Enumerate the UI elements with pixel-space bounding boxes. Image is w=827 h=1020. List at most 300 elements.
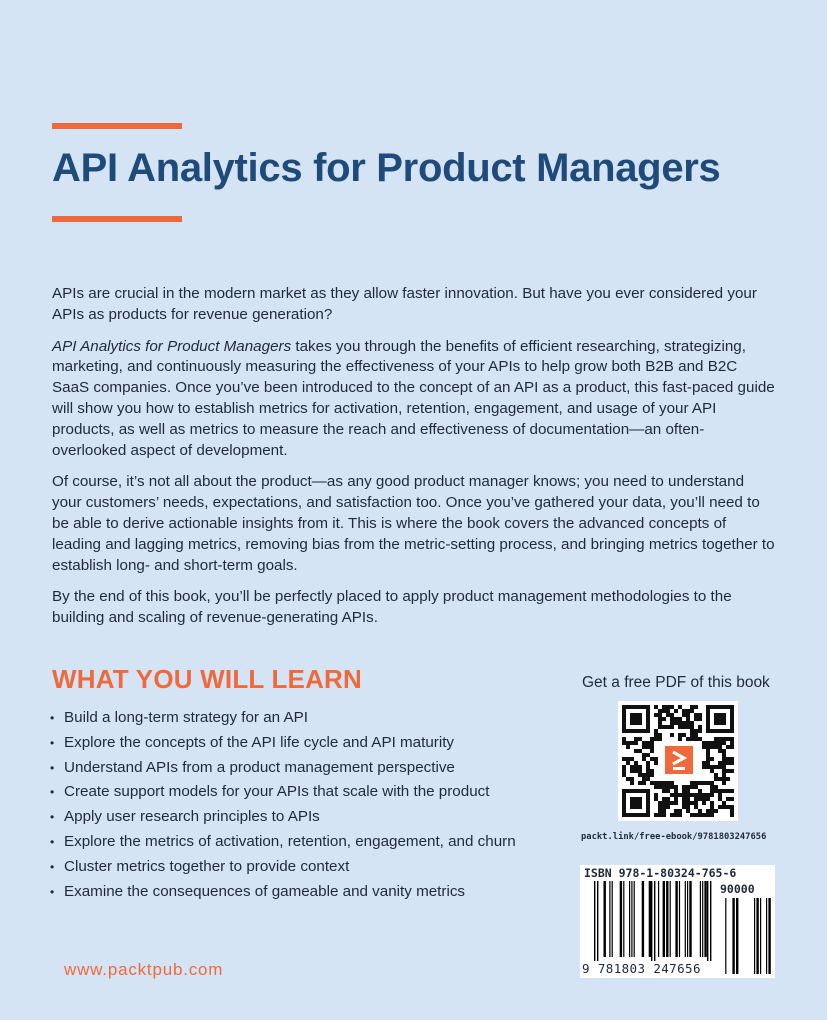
barcode-bar xyxy=(687,881,688,957)
qr-module xyxy=(654,729,658,733)
bullet-icon: • xyxy=(50,884,55,899)
qr-module xyxy=(722,777,726,781)
free-ebook-link[interactable]: packt.link/free-ebook/9781803247656 xyxy=(581,832,767,842)
qr-module xyxy=(626,745,630,749)
barcode-bar xyxy=(725,898,726,974)
qr-module xyxy=(674,809,678,813)
qr-module xyxy=(702,765,706,769)
qr-module xyxy=(634,741,638,745)
qr-module xyxy=(706,761,710,765)
bullet-icon: • xyxy=(50,735,55,750)
book-description xyxy=(52,284,776,640)
bullet-icon: • xyxy=(50,834,55,849)
qr-module xyxy=(638,773,642,777)
qr-module xyxy=(658,733,662,737)
qr-module xyxy=(662,781,666,785)
barcode-bar xyxy=(685,881,686,957)
qr-module xyxy=(698,789,702,793)
qr-module xyxy=(698,781,702,785)
qr-module xyxy=(706,741,710,745)
qr-module xyxy=(638,765,642,769)
qr-module xyxy=(642,753,646,757)
qr-module xyxy=(726,761,730,765)
qr-module xyxy=(694,717,698,721)
qr-module xyxy=(722,789,726,793)
qr-module xyxy=(706,749,710,753)
qr-module xyxy=(670,721,674,725)
qr-module xyxy=(690,729,694,733)
list-item xyxy=(50,855,570,880)
qr-module xyxy=(722,773,726,777)
qr-module xyxy=(718,737,722,741)
qr-module xyxy=(670,781,674,785)
qr-module xyxy=(626,777,630,781)
qr-module xyxy=(722,761,726,765)
qr-module xyxy=(670,713,674,717)
qr-module xyxy=(726,769,730,773)
qr-module xyxy=(638,769,642,773)
qr-module xyxy=(666,797,670,801)
qr-module xyxy=(686,809,690,813)
barcode-bar xyxy=(609,881,610,957)
barcode-bar xyxy=(658,881,659,957)
qr-module xyxy=(646,753,650,757)
qr-module xyxy=(678,725,682,729)
qr-module xyxy=(706,765,710,769)
qr-module xyxy=(718,749,722,753)
qr-module xyxy=(718,793,722,797)
qr-module xyxy=(642,777,646,781)
qr-module xyxy=(698,797,702,801)
qr-module xyxy=(682,789,686,793)
barcode-bar xyxy=(768,898,770,974)
barcode-bar xyxy=(710,881,711,961)
qr-module xyxy=(626,761,630,765)
qr-module xyxy=(730,813,734,817)
qr-module xyxy=(706,753,710,757)
qr-module xyxy=(706,809,710,813)
qr-module xyxy=(646,745,650,749)
qr-module xyxy=(622,773,626,777)
barcode-bar xyxy=(629,881,630,957)
qr-module xyxy=(666,805,670,809)
qr-module xyxy=(714,773,718,777)
bullet-icon: • xyxy=(50,711,55,725)
free-pdf-caption: Get a free PDF of this book xyxy=(582,674,770,691)
qr-module xyxy=(642,757,646,761)
qr-module xyxy=(698,793,702,797)
qr-module xyxy=(718,745,722,749)
qr-module xyxy=(674,717,678,721)
qr-module xyxy=(714,765,718,769)
qr-module xyxy=(662,705,666,709)
barcode-bar xyxy=(756,898,758,974)
qr-module xyxy=(694,785,698,789)
qr-module xyxy=(690,733,694,737)
qr-module xyxy=(626,757,630,761)
qr-module xyxy=(718,777,722,781)
qr-module xyxy=(658,725,662,729)
qr-module xyxy=(642,741,646,745)
qr-finder-top-left xyxy=(622,705,650,733)
qr-module xyxy=(642,781,646,785)
list-item-text: Understand APIs from a product management perspective xyxy=(64,758,455,776)
qr-module xyxy=(686,709,690,713)
qr-module xyxy=(658,713,662,717)
qr-module xyxy=(710,809,714,813)
qr-module xyxy=(642,773,646,777)
qr-module xyxy=(690,801,694,805)
qr-module xyxy=(690,721,694,725)
qr-module xyxy=(622,769,626,773)
list-item-text: Build a long-term strategy for an API xyxy=(64,709,308,726)
qr-module xyxy=(730,761,734,765)
qr-module xyxy=(726,777,730,781)
qr-module xyxy=(682,801,686,805)
qr-module xyxy=(646,761,650,765)
qr-module xyxy=(654,797,658,801)
qr-module xyxy=(686,805,690,809)
qr-module xyxy=(726,805,730,809)
qr-module xyxy=(710,793,714,797)
barcode-bar xyxy=(651,881,652,961)
bullet-icon: • xyxy=(50,760,55,775)
qr-module xyxy=(630,765,634,769)
qr-module xyxy=(654,705,658,709)
learn-list xyxy=(50,706,570,904)
qr-module xyxy=(710,769,714,773)
qr-module xyxy=(714,737,718,741)
qr-module xyxy=(706,781,710,785)
qr-module xyxy=(634,749,638,753)
barcode-bar xyxy=(612,881,613,957)
qr-module xyxy=(650,769,654,773)
qr-module xyxy=(658,813,662,817)
qr-module xyxy=(694,797,698,801)
qr-module xyxy=(730,805,734,809)
qr-module xyxy=(634,769,638,773)
barcode-bar xyxy=(663,881,665,957)
qr-module xyxy=(694,729,698,733)
barcode-bar xyxy=(620,881,622,957)
barcode-bar xyxy=(604,881,606,957)
book-title-inline: API Analytics for Product Managers xyxy=(52,337,292,355)
qr-module xyxy=(686,737,690,741)
qr-module xyxy=(722,741,726,745)
qr-module xyxy=(694,737,698,741)
qr-module xyxy=(686,793,690,797)
qr-module xyxy=(682,709,686,713)
qr-module xyxy=(702,793,706,797)
list-item xyxy=(50,706,570,731)
qr-module xyxy=(678,809,682,813)
qr-module xyxy=(706,757,710,761)
barcode-bar xyxy=(654,881,655,961)
qr-module xyxy=(714,789,718,793)
qr-module xyxy=(710,765,714,769)
qr-module xyxy=(658,721,662,725)
qr-module xyxy=(638,781,642,785)
qr-module xyxy=(630,781,634,785)
list-item-text: Create support models for your APIs that scale with the product xyxy=(64,783,490,801)
qr-module xyxy=(722,765,726,769)
qr-module xyxy=(682,725,686,729)
qr-module xyxy=(730,757,734,761)
qr-module xyxy=(698,809,702,813)
qr-module xyxy=(702,813,706,817)
qr-module xyxy=(686,797,690,801)
qr-module xyxy=(670,733,674,737)
barcode-bar xyxy=(700,881,701,957)
isbn-barcode xyxy=(580,865,775,978)
qr-module xyxy=(710,813,714,817)
qr-module xyxy=(694,793,698,797)
qr-module xyxy=(662,805,666,809)
qr-module xyxy=(718,805,722,809)
qr-module xyxy=(730,745,734,749)
barcode-bar xyxy=(623,881,624,957)
qr-module xyxy=(710,805,714,809)
list-item-text: Cluster metrics together to provide context xyxy=(64,857,350,875)
qr-module xyxy=(686,801,690,805)
price-code: 90000 xyxy=(720,882,755,896)
qr-module xyxy=(678,737,682,741)
barcode-bar xyxy=(707,881,708,961)
qr-module xyxy=(702,797,706,801)
barcode-bar xyxy=(679,881,680,957)
qr-module xyxy=(654,761,658,765)
qr-module xyxy=(662,785,666,789)
qr-module xyxy=(646,769,650,773)
qr-module xyxy=(722,805,726,809)
qr-module xyxy=(650,749,654,753)
qr-module xyxy=(714,745,718,749)
qr-module xyxy=(662,709,666,713)
barcode-bar xyxy=(649,881,651,957)
qr-module xyxy=(682,721,686,725)
qr-module xyxy=(630,777,634,781)
qr-module xyxy=(654,713,658,717)
qr-module xyxy=(658,717,662,721)
qr-module xyxy=(650,781,654,785)
qr-module xyxy=(658,805,662,809)
list-item-text: Examine the consequences of gameable and vanity metrics xyxy=(64,882,466,900)
qr-module xyxy=(722,801,726,805)
book-title: API Analytics for Product Managers xyxy=(52,146,721,190)
qr-module xyxy=(682,785,686,789)
qr-module xyxy=(726,789,730,793)
qr-module xyxy=(638,737,642,741)
qr-module xyxy=(710,801,714,805)
qr-module xyxy=(650,741,654,745)
qr-module xyxy=(722,769,726,773)
qr-module xyxy=(646,765,650,769)
barcode-bar xyxy=(631,881,632,957)
qr-module xyxy=(698,713,702,717)
qr-module xyxy=(678,705,682,709)
website-link[interactable]: www.packtpub.com xyxy=(64,960,224,979)
qr-module xyxy=(630,769,634,773)
qr-module xyxy=(674,709,678,713)
barcode-bar xyxy=(666,881,668,957)
qr-module xyxy=(678,721,682,725)
description-paragraph-3: Of course, it’s not all about the product—as any good product manager knows; you need to understand your customers’ needs, expectations, and satisfaction too. Once you’ve gathered your data, you’ll need to be able to derive actionable insights from it. This is where the book covers the advanced concepts of leading and lagging metrics, removing bias from the metric-setting process, and bringing metrics together to establish long- and short-term goals. xyxy=(52,473,775,574)
qr-module xyxy=(666,713,670,717)
qr-module xyxy=(666,705,670,709)
qr-module xyxy=(654,733,658,737)
qr-module xyxy=(670,785,674,789)
qr-module xyxy=(722,749,726,753)
qr-module xyxy=(694,713,698,717)
qr-module xyxy=(710,757,714,761)
qr-module xyxy=(694,705,698,709)
qr-module xyxy=(694,781,698,785)
qr-module xyxy=(622,741,626,745)
list-item xyxy=(50,805,570,830)
qr-module xyxy=(694,805,698,809)
barcode-bar xyxy=(732,898,734,974)
qr-module xyxy=(714,741,718,745)
list-item xyxy=(50,830,570,855)
qr-module xyxy=(686,725,690,729)
learn-heading: WHAT YOU WILL LEARN xyxy=(52,664,362,694)
qr-module xyxy=(654,757,658,761)
barcode-bar xyxy=(675,881,677,957)
barcode-bar xyxy=(736,898,738,974)
qr-module xyxy=(666,781,670,785)
qr-module xyxy=(698,729,702,733)
qr-module xyxy=(638,749,642,753)
qr-module xyxy=(730,789,734,793)
qr-module xyxy=(710,789,714,793)
qr-module xyxy=(686,789,690,793)
qr-module xyxy=(702,781,706,785)
qr-module xyxy=(658,781,662,785)
qr-module xyxy=(710,785,714,789)
qr-module xyxy=(726,797,730,801)
qr-module xyxy=(710,781,714,785)
qr-module xyxy=(702,761,706,765)
barcode-bar xyxy=(704,881,706,957)
qr-module xyxy=(658,709,662,713)
qr-module xyxy=(718,761,722,765)
barcode-bar xyxy=(642,881,644,957)
qr-module xyxy=(674,789,678,793)
qr-module xyxy=(654,781,658,785)
qr-module xyxy=(678,717,682,721)
qr-module xyxy=(630,741,634,745)
qr-module xyxy=(686,785,690,789)
qr-module xyxy=(730,809,734,813)
description-paragraph-2 xyxy=(52,337,776,462)
description-paragraph-1: APIs are crucial in the modern market as they allow faster innovation. But have you ever considered your APIs as products for revenue generation? xyxy=(52,285,757,323)
qr-module xyxy=(702,741,706,745)
qr-module xyxy=(706,793,710,797)
bullet-icon: • xyxy=(50,859,55,874)
qr-module xyxy=(678,793,682,797)
qr-module xyxy=(674,793,678,797)
qr-module xyxy=(654,737,658,741)
qr-module xyxy=(662,809,666,813)
barcode-bar xyxy=(634,881,635,957)
qr-module xyxy=(690,725,694,729)
qr-module xyxy=(690,781,694,785)
barcode-bar xyxy=(597,881,598,961)
qr-module xyxy=(666,725,670,729)
ean-digits: 9 781803 247656 xyxy=(582,961,701,976)
qr-code[interactable] xyxy=(618,701,738,821)
qr-module xyxy=(674,721,678,725)
qr-module xyxy=(686,721,690,725)
qr-module xyxy=(698,717,702,721)
barcode-bar xyxy=(670,881,671,957)
qr-module xyxy=(726,745,730,749)
qr-module xyxy=(662,725,666,729)
qr-module xyxy=(626,741,630,745)
qr-module xyxy=(730,737,734,741)
qr-module xyxy=(710,741,714,745)
qr-module xyxy=(722,753,726,757)
qr-module xyxy=(694,733,698,737)
list-item-text: Apply user research principles to APIs xyxy=(64,808,320,826)
qr-module xyxy=(622,737,626,741)
qr-module xyxy=(646,777,650,781)
title-rule-top xyxy=(52,123,182,129)
qr-module xyxy=(658,737,662,741)
qr-module xyxy=(658,809,662,813)
qr-module xyxy=(682,797,686,801)
qr-module xyxy=(662,789,666,793)
qr-module xyxy=(698,813,702,817)
qr-module xyxy=(718,741,722,745)
qr-module xyxy=(670,813,674,817)
qr-module xyxy=(690,793,694,797)
qr-module xyxy=(690,705,694,709)
list-item-text: Explore the concepts of the API life cycle and API maturity xyxy=(64,733,455,751)
qr-module xyxy=(650,737,654,741)
barcode-bar xyxy=(760,898,761,974)
qr-module xyxy=(718,765,722,769)
qr-module xyxy=(690,813,694,817)
qr-module xyxy=(674,801,678,805)
qr-module xyxy=(702,801,706,805)
qr-module xyxy=(650,773,654,777)
list-item xyxy=(50,780,570,805)
qr-module xyxy=(650,757,654,761)
qr-module xyxy=(706,797,710,801)
barcode-bar xyxy=(689,881,691,957)
qr-module xyxy=(690,737,694,741)
qr-module xyxy=(650,745,654,749)
qr-module xyxy=(678,813,682,817)
list-item xyxy=(50,756,570,781)
qr-module xyxy=(694,801,698,805)
qr-module xyxy=(654,793,658,797)
description-paragraph-4: By the end of this book, you’ll be perfectly placed to apply product management methodologies to the building and scaling of revenue-generating APIs. xyxy=(52,588,732,627)
qr-module xyxy=(698,725,702,729)
qr-module xyxy=(730,769,734,773)
qr-module xyxy=(686,717,690,721)
qr-module xyxy=(654,813,658,817)
qr-finder-bottom-left xyxy=(622,789,650,817)
qr-code-graphic xyxy=(618,701,738,821)
qr-module xyxy=(670,705,674,709)
qr-module xyxy=(682,805,686,809)
qr-module xyxy=(662,797,666,801)
bullet-icon: • xyxy=(50,810,55,825)
qr-module xyxy=(622,765,626,769)
title-rule-bottom xyxy=(52,216,182,222)
